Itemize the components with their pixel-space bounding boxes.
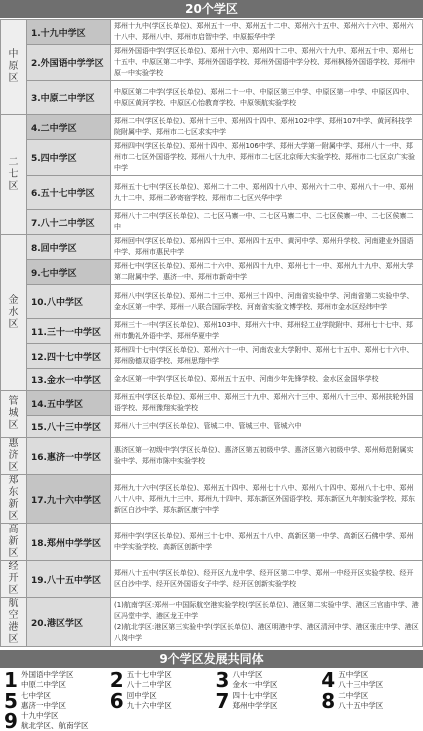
zone-schools: 郑州中学(学区长单位)、郑州三十七中、郑州五十八中、高新区第一中学、高新区石佛中学、郑州中学实验学校、高新区创新中学 bbox=[111, 524, 423, 561]
zone-schools: 郑州五中(学区长单位)、郑州三中、郑州三十九中、郑州六十三中、郑州八十三中、郑州扶轮外国语学校、郑州豫翔实验学校 bbox=[111, 391, 423, 416]
zone-schools: 郑州四中(学区长单位)、郑州十四中、郑州106中学、郑州大学第一附属中学、郑州八十一中、郑州市二七区外国语学校、郑州八十九中、郑州市二七区北京师大实验学校、郑州市二七区京广实验中学 bbox=[111, 140, 423, 176]
table-row bbox=[1, 438, 423, 475]
community-zone-a: 五十七中学区 bbox=[126, 670, 172, 680]
community-zone-a: 四十七中学区 bbox=[232, 690, 278, 700]
community-zone-b: 八十二中学区 bbox=[126, 680, 172, 690]
table-row bbox=[1, 20, 423, 45]
district-name: 经开区 bbox=[1, 561, 27, 598]
table-row bbox=[1, 416, 423, 438]
district-name: 二七区 bbox=[1, 115, 27, 235]
zone-schools: 郑州三十一中(学区长单位)、郑州103中、郑州六十中、郑州轻工业学院附中、郑州七十七中、郑州市勤礼外语中学、郑州华夏中学 bbox=[111, 319, 423, 344]
community-zone-a: 二中学区 bbox=[338, 690, 369, 700]
zone-name: 3.中原二中学区 bbox=[27, 81, 111, 115]
table-row bbox=[1, 561, 423, 598]
community-number: 8 bbox=[321, 688, 336, 713]
community-zone-a: 十九中学区 bbox=[21, 711, 59, 720]
zone-schools: 郑州回中(学区长单位)、郑州四十三中、郑州四十五中、黄河中学、郑州升学校、河南建业外国语中学、郑州市惠民中学 bbox=[111, 235, 423, 260]
table-row bbox=[1, 45, 423, 81]
community-item bbox=[317, 688, 423, 713]
table-row bbox=[1, 344, 423, 369]
zone-name: 13.金水一中学区 bbox=[27, 369, 111, 391]
zone-name: 7.八十二中学区 bbox=[27, 210, 111, 235]
zone-schools: 郑州八十二中(学区长单位)、二七区马寨一中、二七区马寨二中、二七区侯寨一中、二七区侯寨二中 bbox=[111, 210, 423, 235]
table-row bbox=[1, 319, 423, 344]
zone-schools: 郑州七中(学区长单位)、郑州二十六中、郑州四十九中、郑州七十一中、郑州九十九中、郑州大学第二附属中学、惠济一中、郑州市新奇中学 bbox=[111, 260, 423, 285]
zone-schools: 惠济区第一初级中学(学区长单位)、惠济区第五初级中学、惠济区第六初级中学、郑州师范附属实验中学、郑州市陈中实验学校 bbox=[111, 438, 423, 475]
community-zone-a: 回中学区 bbox=[126, 690, 157, 700]
community-number: 6 bbox=[109, 688, 124, 713]
school-zone-table bbox=[0, 19, 423, 647]
community-item bbox=[0, 670, 106, 691]
community-item bbox=[0, 688, 106, 713]
zone-name: 19.八十五中学区 bbox=[27, 561, 111, 598]
table-row bbox=[1, 260, 423, 285]
table-row bbox=[1, 81, 423, 115]
district-name: 惠济区 bbox=[1, 438, 27, 475]
zone-name: 16.惠济一中学区 bbox=[27, 438, 111, 475]
community-zone-a: 八中学区 bbox=[232, 670, 263, 680]
community-zone-b: 八十三中学区 bbox=[338, 680, 384, 690]
table-row bbox=[1, 115, 423, 140]
community-item bbox=[106, 688, 212, 713]
community-zone-b: 金水一中学区 bbox=[232, 680, 278, 690]
zone-schools: 郑州八中(学区长单位)、郑州二十三中、郑州三十四中、河南省实验中学、河南省第二实验中学、金水区第一中学、郑州一八联合国际学校、河南省实验文博学校、郑州市金水区经纬中学 bbox=[111, 285, 423, 319]
zone-schools: 金水区第一中学(学区长单位)、郑州五十五中、河南少年先锋学校、金水区金国华学校 bbox=[111, 369, 423, 391]
table-row bbox=[1, 369, 423, 391]
table-row bbox=[1, 210, 423, 235]
community-zone-a: 五中学区 bbox=[338, 670, 369, 680]
community-number: 1 bbox=[4, 668, 18, 693]
community-item bbox=[317, 670, 423, 691]
district-name: 金水区 bbox=[1, 235, 27, 391]
main-title: 20个学区 bbox=[0, 0, 423, 18]
zone-name: 17.九十六中学区 bbox=[27, 475, 111, 524]
zone-name: 12.四十七中学区 bbox=[27, 344, 111, 369]
table-row bbox=[1, 598, 423, 647]
zone-name: 18.郑州中学学区 bbox=[27, 524, 111, 561]
zone-schools: 郑州二中(学区长单位)、郑州十三中、郑州四十四中、郑州102中学、郑州107中学、黄河科技学院附属中学、郑州市二七区求实中学 bbox=[111, 115, 423, 140]
zone-name: 8.回中学区 bbox=[27, 235, 111, 260]
district-name: 航空港区 bbox=[1, 598, 27, 647]
zone-name: 15.八十三中学区 bbox=[27, 416, 111, 438]
district-name: 郑东新区 bbox=[1, 475, 27, 524]
zone-schools: 郑州外国语中学(学区长单位)、郑州十六中、郑州四十二中、郑州六十九中、郑州五十中、郑州七十五中、中原区第二中学、郑州外国语学校、郑州外国语中学分校、郑州枫杨外国语学校、郑州中原一中实验学校 bbox=[111, 45, 423, 81]
community-number: 4 bbox=[321, 668, 336, 693]
zone-schools: 郑州八十三中(学区长单位)、管城二中、管城三中、管城六中 bbox=[111, 416, 423, 438]
community-number: 7 bbox=[215, 688, 230, 713]
community-zone-b: 九十六中学区 bbox=[126, 700, 172, 710]
community-grid bbox=[0, 670, 423, 731]
district-name: 管城区 bbox=[1, 391, 27, 438]
zone-name: 1.十九中学区 bbox=[27, 20, 111, 45]
community-number: 5 bbox=[4, 688, 18, 713]
community-zone-b: 航北学区、航南学区 bbox=[21, 721, 89, 730]
zone-name: 6.五十七中学区 bbox=[27, 176, 111, 210]
table-row bbox=[1, 391, 423, 416]
zone-schools: (1)航南学区:郑州一中国际航空港实验学校(学区长单位)、港区第二实验中学、港区三官庙中学、港区冯堂中学、港区龙王中学 (2)航北学区:港区第三实验中学(学区长单位)、港区明港中学、港区清河中学、港区张庄中学、港区八岗中学 bbox=[111, 598, 423, 647]
community-item bbox=[212, 688, 318, 713]
community-zone-b: 八十五中学区 bbox=[338, 700, 384, 710]
zone-schools: 郑州四十七中(学区长单位)、郑州六十一中、河南农业大学附中、郑州七十五中、郑州七十六中、郑州励德双语学校、郑州思翔中学 bbox=[111, 344, 423, 369]
zone-schools: 郑州八十五中(学区长单位)、经开区九龙中学、经开区第二中学、郑州一中经开区实验学校、经开区白沙中学、经开区外国语女子中学、经开区创新实验学校 bbox=[111, 561, 423, 598]
table-row bbox=[1, 176, 423, 210]
community-item bbox=[212, 670, 318, 691]
community-zone-a: 外国语中学学区 bbox=[21, 670, 74, 680]
table-row bbox=[1, 140, 423, 176]
community-number: 9 bbox=[4, 709, 18, 731]
zone-name: 10.八中学区 bbox=[27, 285, 111, 319]
zone-schools: 郑州十九中(学区长单位)、郑州五十一中、郑州五十二中、郑州六十五中、郑州六十六中、郑州六十八中、郑州八中、郑州市启智中学、中原振华中学 bbox=[111, 20, 423, 45]
zone-schools: 郑州九十六中(学区长单位)、郑州五十四中、郑州七十八中、郑州八十四中、郑州八十七中、郑州八十八中、郑州九十三中、郑州九十四中、郑东新区外国语学校、郑东新区九年制实验学校、郑东新区白沙中学、郑东新区康宁中学 bbox=[111, 475, 423, 524]
zone-name: 14.五中学区 bbox=[27, 391, 111, 416]
zone-name: 20.港区学区 bbox=[27, 598, 111, 647]
zone-schools: 郑州五十七中(学区长单位)、郑州二十二中、郑州四十八中、郑州六十二中、郑州八十一中、郑州九十二中、郑州二砂寄宿学校、郑州市二七区兴华中学 bbox=[111, 176, 423, 210]
table-row bbox=[1, 285, 423, 319]
community-zone-b: 惠济一中学区 bbox=[21, 700, 66, 710]
community-zone-b: 中原二中学区 bbox=[21, 680, 66, 690]
community-number: 2 bbox=[109, 668, 124, 693]
community-zone-b: 郑州中学学区 bbox=[232, 700, 278, 710]
zone-name: 5.四中学区 bbox=[27, 140, 111, 176]
zone-name: 11.三十一中学区 bbox=[27, 319, 111, 344]
zone-name: 4.二中学区 bbox=[27, 115, 111, 140]
community-zone-a: 七中学区 bbox=[21, 690, 51, 700]
district-name: 高新区 bbox=[1, 524, 27, 561]
table-row bbox=[1, 235, 423, 260]
zone-name: 2.外国语中学学区 bbox=[27, 45, 111, 81]
community-title: 9个学区发展共同体 bbox=[0, 650, 423, 668]
community-item bbox=[106, 670, 212, 691]
community-number: 3 bbox=[215, 668, 230, 693]
district-name: 中原区 bbox=[1, 20, 27, 115]
community-item bbox=[0, 711, 106, 731]
zone-name: 9.七中学区 bbox=[27, 260, 111, 285]
table-row bbox=[1, 475, 423, 524]
zone-schools: 中原区第二中学(学区长单位)、郑州二十一中、中原区第三中学、中原区第一中学、中原区四中、中原区黄河学校、中原区心怡教育学校、中原领航实验学校 bbox=[111, 81, 423, 115]
table-row bbox=[1, 524, 423, 561]
